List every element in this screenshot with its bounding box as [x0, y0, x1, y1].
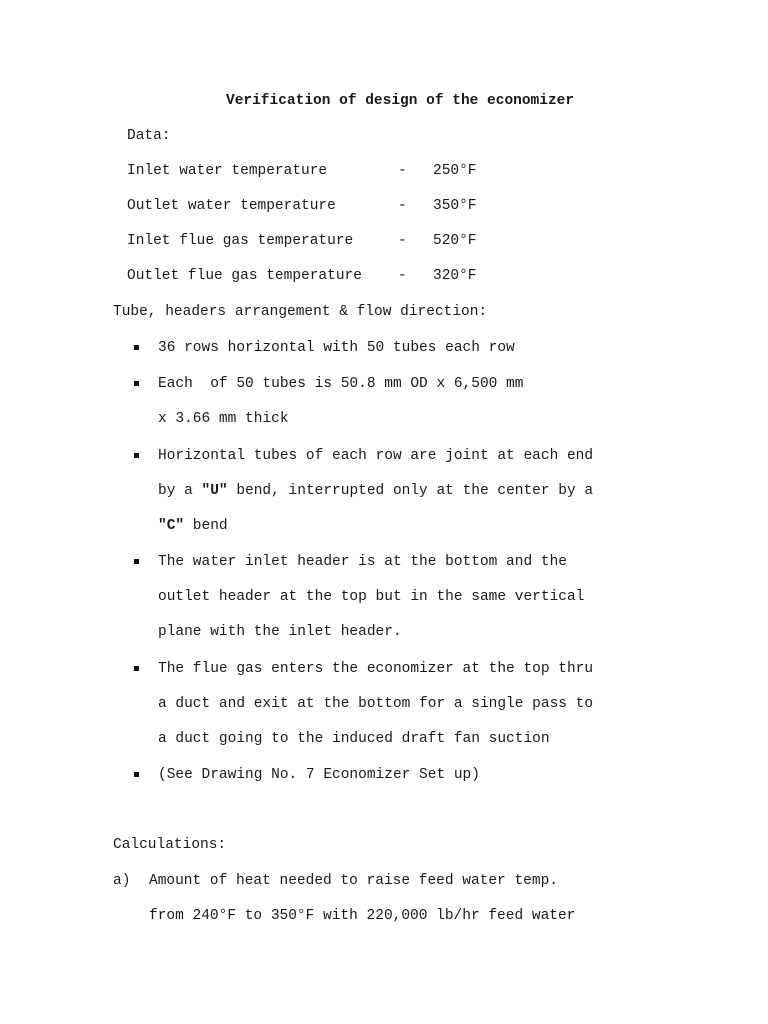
temperature-label: Inlet water temperature [127, 163, 328, 179]
data-heading: Data: [127, 128, 171, 144]
bullet-text: x 3.66 mm thick [158, 411, 289, 427]
temperature-label: Outlet flue gas temperature [127, 268, 362, 284]
calc-item-label: a) [113, 873, 131, 889]
bullet-text-part: bend, interrupted only at the center by a [227, 483, 594, 499]
calc-item-text: from 240°F to 350°F with 220,000 lb/hr feed water [149, 908, 576, 924]
bullet-text: Horizontal tubes of each row are joint at each end [158, 448, 594, 464]
bullet-text-part: by a [158, 483, 202, 499]
calculations-heading: Calculations: [113, 837, 227, 853]
temperature-value: 520°F [433, 233, 477, 249]
bullet-text: (See Drawing No. 7 Economizer Set up) [158, 767, 480, 783]
bullet-text: Each of 50 tubes is 50.8 mm OD x 6,500 mm [158, 376, 524, 392]
temperature-dash: - [398, 163, 407, 179]
temperature-dash: - [398, 233, 407, 249]
bullet-text: The flue gas enters the economizer at the top thru [158, 661, 594, 677]
temperature-value: 320°F [433, 268, 477, 284]
bullet-text: The water inlet header is at the bottom and the [158, 554, 567, 570]
c-bend-label: "C" [158, 518, 185, 534]
temperature-dash: - [398, 268, 407, 284]
bullet-icon [134, 666, 139, 671]
bullet-icon [134, 345, 139, 350]
bullet-text: outlet header at the top but in the same vertical [158, 589, 585, 605]
arrangement-heading: Tube, headers arrangement & flow direction: [113, 304, 488, 320]
temperature-value: 350°F [433, 198, 477, 214]
bullet-text: plane with the inlet header. [158, 624, 402, 640]
bullet-text: a duct and exit at the bottom for a single pass to [158, 696, 594, 712]
bullet-text: a duct going to the induced draft fan suction [158, 731, 550, 747]
bullet-text-part: bend [184, 518, 228, 534]
bullet-text [158, 482, 593, 500]
calc-item-text: Amount of heat needed to raise feed water temp. [149, 873, 558, 889]
u-bend-label: "U" [201, 483, 228, 499]
bullet-icon [134, 772, 139, 777]
temperature-value: 250°F [433, 163, 477, 179]
temperature-label: Inlet flue gas temperature [127, 233, 354, 249]
bullet-icon [134, 381, 139, 386]
bullet-text [158, 517, 228, 535]
document-title: Verification of design of the economizer [226, 93, 575, 109]
temperature-dash: - [398, 198, 407, 214]
bullet-icon [134, 559, 139, 564]
temperature-label: Outlet water temperature [127, 198, 336, 214]
bullet-icon [134, 453, 139, 458]
bullet-text: 36 rows horizontal with 50 tubes each row [158, 340, 515, 356]
